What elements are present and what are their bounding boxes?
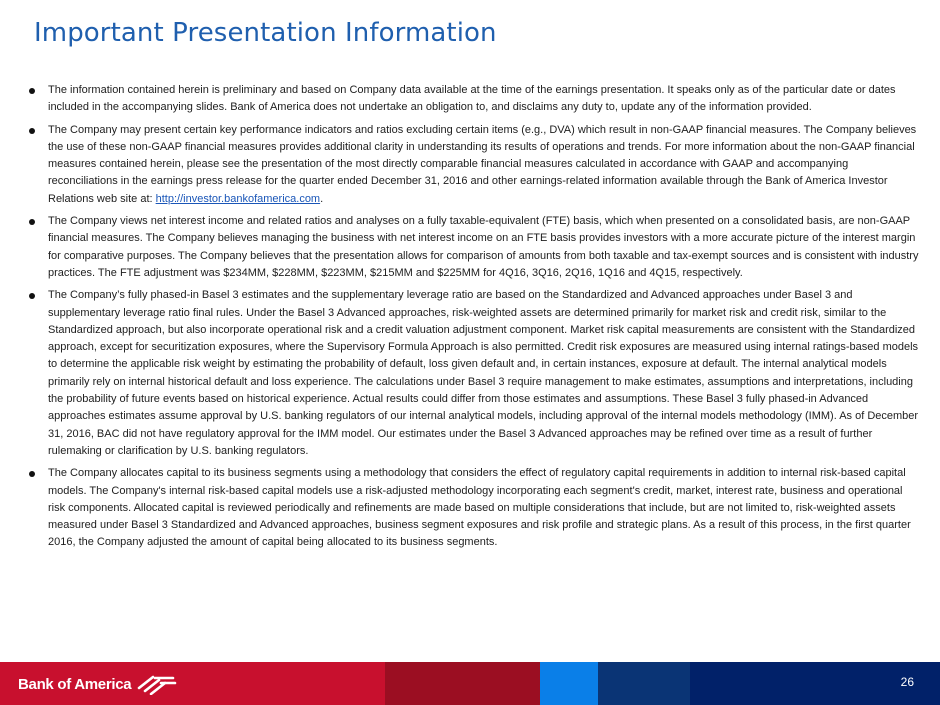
bullet-text: The Company’s fully phased-in Basel 3 estimates and the supplementary leverage ratio are based on the Standardized and Advanced approaches under Basel 3 and supplementary leverage ratio final rules. Under the Basel 3 Advanced approaches, risk-weighted assets are determined primarily for market risk and credit risk, similar to the Standardized approach, but also incorporate operational risk and a credit valuation adjustment component. Market risk capital measurements are consistent with the Standardized approach, except for securitization exposures, where the Supervisory Formula Approach is also permitted. Credit risk exposures are measured using internal ratings-based models to determine the applicable risk weight by estimating the probability of default, loss given default and, in certain instances, exposure at default. The internal analytical models primarily rely on internal historical default and loss experience. The calculations under Basel 3 require management to make estimates, assumptions and interpretations, including the probability of future events based on historical experience. Actual results could differ from those estimates and assumptions. These Basel 3 fully phased-in Advanced approaches estimates assume approval by U.S. banking regulators of our internal analytical models, including approval of the internal models methodology (IMM). As of December 31, 2016, BAC did not have regulatory approval for the IMM model. Our estimates under the Basel 3 Advanced approaches may be refined over time as a result of further rulemaking or clarification by U.S. banking regulators. bbox=[48, 289, 919, 457]
flag-icon bbox=[135, 673, 177, 695]
footer-band-dark-blue bbox=[598, 662, 690, 705]
footer-band-dark-red bbox=[385, 662, 540, 705]
bullet-dot-icon bbox=[29, 219, 35, 225]
bullet-text: The Company views net interest income and related ratios and analyses on a fully taxable-equivalent (FTE) basis, which when presented on a consolidated basis, are non-GAAP financial measures. The Company believes managing the business with net interest income on an FTE basis provides investors with a more accurate picture of the interest margin for comparative purposes. The Company believes that the presentation allows for comparison of amounts from both taxable and tax-exempt sources and is consistent with industry practices. The FTE adjustment was $234MM, $228MM, $223MM, $215MM and $225MM for 4Q16, 3Q16, 2Q16, 1Q16 and 4Q15, respectively. bbox=[48, 215, 919, 279]
bullet-text: The Company allocates capital to its business segments using a methodology that considers the effect of regulatory capital requirements in addition to internal risk-based capital models. The Company's internal risk-based capital models use a risk-adjusted methodology incorporating each segment's credit, market, interest rate, business and operational risk components. Allocated capital is reviewed periodically and refinements are made based on multiple considerations that include, but are not limited to, risk-weighted assets measured under Basel 3 Standardized and Advanced approaches, business segment exposures and risk profile and strategic plans. As a result of this process, in the first quarter 2016, the Company adjusted the amount of capital being allocated to its business segments. bbox=[48, 467, 911, 549]
bullet-item bbox=[26, 82, 920, 117]
bullet-dot-icon bbox=[29, 293, 35, 299]
investor-relations-link[interactable]: http://investor.bankofamerica.com bbox=[155, 192, 321, 205]
bullet-dot-icon bbox=[29, 128, 35, 134]
bank-of-america-logo bbox=[18, 670, 177, 698]
bullet-text: The Company may present certain key performance indicators and ratios excluding certain items (e.g., DVA) which result in non-GAAP financial measures. The Company believes the use of these non-GAAP financial measures provides additional clarity in understanding its results of operations and trends. For more information about the non-GAAP financial measures contained herein, please see the presentation of the most directly comparable financial measures calculated in accordance with GAAP and accompanying reconciliations in the earnings press release for the quarter ended December 31, 2016 and other earnings-related information available through the Bank of America Investor Relations web site at: bbox=[48, 123, 917, 205]
bullet-list bbox=[26, 82, 920, 557]
slide-title: Important Presentation Information bbox=[34, 18, 497, 48]
footer-bar bbox=[0, 662, 940, 705]
footer-band-light-blue bbox=[540, 662, 598, 705]
bullet-item bbox=[26, 287, 920, 460]
bullet-item bbox=[26, 213, 920, 282]
bullet-dot-icon bbox=[29, 88, 35, 94]
bullet-dot-icon bbox=[29, 471, 35, 477]
bullet-text: The information contained herein is preliminary and based on Company data available at the time of the earnings presentation. It speaks only as of the particular date or dates included in the accompanying slides. Bank of America does not undertake an obligation to, and disclaims any duty to, update any of the information provided. bbox=[48, 84, 896, 114]
bullet-item bbox=[26, 122, 920, 208]
page-number: 26 bbox=[900, 675, 914, 689]
bullet-item bbox=[26, 465, 920, 551]
logo-wordmark: Bank of America bbox=[18, 675, 132, 693]
bullet-text-end: . bbox=[320, 192, 324, 205]
